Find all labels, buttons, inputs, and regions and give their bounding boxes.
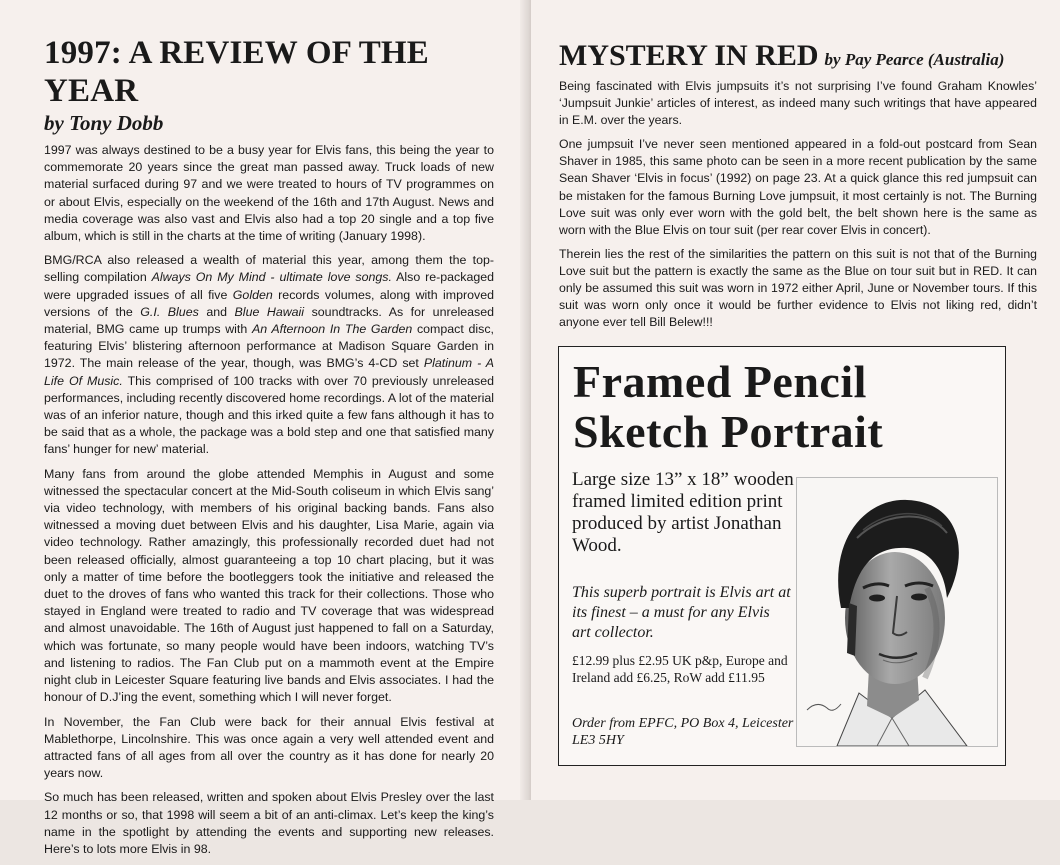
article-paragraph-bmg: [44, 252, 494, 458]
advert-title-line: Framed Pencil: [573, 356, 867, 407]
portrait-sketch-image: [797, 478, 997, 746]
article-paragraph: Being fascinated with Elvis jumpsuits it’s not surprising I’ve found Graham Knowles’ ‘Jumpsuit Junkie’ articles of interest, as indeed many such writings that have appeared in E.M. over the years.: [559, 79, 1037, 128]
article-title: MYSTERY IN RED: [559, 39, 819, 72]
italic-title: An Afternoon In The Garden: [251, 322, 413, 337]
advert-order-address: Order from EPFC, PO Box 4, Leicester LE3 5HY: [572, 716, 794, 748]
article-byline: by Tony Dobb: [44, 111, 164, 135]
advert-price: £12.99 plus £2.95 UK p&p, Europe and Ireland add £6.25, RoW add £11.95: [572, 653, 788, 685]
left-page: [0, 0, 528, 856]
text-run: soundtracks. As for unreleased material, BMG came up trumps with: [44, 304, 494, 337]
right-page: [531, 0, 1060, 800]
text-run: compact disc, featuring Elvis’ blistering afternoon performance at Madison Square Garden in 1972. The main release of the year, though, was BMG’s 4-CD set: [44, 322, 494, 371]
article-byline: by Pay Pearce (Australia): [824, 50, 1005, 69]
right-article: [559, 38, 1037, 338]
article-paragraph: In November, the Fan Club were back for their annual Elvis festival at Mablethorpe, Lincolnshire. This was once again a very well attended event and attracted fans of all ages from all over the country as it has done for nearly 20 years now.: [44, 714, 494, 781]
article-paragraph: Therein lies the rest of the similarities the pattern on this suit is not that of the Burning Love suit but the pattern is exactly the same as the Blue on tour suit but in RED. It can only be assumed this suit was worn in 1972 either April, June or November tours. If this suit was worn only once it would be further evidence to Elvis not liking red, didn’t anyone ever tell Bill Belew!!!: [559, 246, 1037, 330]
italic-title: Golden: [232, 287, 273, 302]
text-run: Also re-packaged were upgraded issues of all five: [44, 270, 495, 302]
text-run: BMG/RCA also released a wealth of material this year, among them the top-selling compilation: [44, 253, 494, 285]
italic-title: Platinum - A Life Of Music.: [44, 356, 495, 388]
article-title: 1997: A REVIEW OF THE YEAR: [44, 35, 430, 109]
italic-title: Always On My Mind - ultimate love songs.: [151, 270, 392, 285]
article-paragraph: So much has been released, written and spoken about Elvis Presley over the last 12 months or so, that 1998 will seem a bit of an anti-climax. Let’s keep the king’s name in the spotlight by attending the events and supporting new releases. Here’s to lots more Elvis in 98.: [44, 790, 494, 856]
article-heading: [559, 38, 1037, 78]
advert-description: Large size 13” x 18” wooden framed limited edition print produced by artist Jonathan Wood.: [572, 469, 794, 556]
article-paragraph: 1997 was always destined to be a busy year for Elvis fans, this being the year to commemorate 20 years since the great man passed away. Truck loads of new material surfaced during 97 and we were treated to hours of TV programmes on or about Elvis, especially on the weekend of the 16th and 17th August. News and media coverage was also vast and Elvis also had a top 20 single and a top five album, which is still in the charts at the time of writing (January 1998).: [44, 143, 494, 244]
italic-title: Blue Hawaii: [234, 304, 305, 319]
text-run: records volumes, along with improved versions of the: [44, 287, 495, 319]
elvis-sketch-portrait: [796, 477, 998, 747]
advert-tagline: This superb portrait is Elvis art at its finest – a must for any Elvis art collector.: [572, 584, 791, 641]
advert-title: [573, 357, 993, 457]
article-paragraph: One jumpsuit I’ve never seen mentioned appeared in a fold-out postcard from Sean Shaver in 1985, this same photo can be seen in a more recent publication by the same Sean Shaver ‘Elvis in focus’ (1992) on page 23. At a quick glance this red jumpsuit can be mistaken for the famous Burning Love jumpsuit, it most certainly is not. The Burning Love suit was only ever worn with the gold belt, the belt shown here is the same as worn with the Blue Elvis on tour suit (per rear cover Elvis in concert).: [559, 137, 1037, 237]
advert-title-line: Sketch Portrait: [573, 406, 884, 457]
text-run: and: [198, 304, 235, 319]
portrait-advert: [558, 346, 1006, 766]
italic-title: G.I. Blues: [140, 304, 199, 319]
left-article: [44, 34, 494, 865]
text-run: This comprised of 100 tracks with over 70 previously unreleased performances, including recently discovered home recordings. A lot of the material was of an inferior nature, though and this irked quite a few fans although it has to be said that as a whole, the package was a bold step and one that satisfied many fans’ hunger for new’ material.: [44, 373, 494, 457]
article-paragraph: Many fans from around the globe attended Memphis in August and some witnessed the spectacular concert at the Mid-South coliseum in which Elvis sang’ via video technology, with members of his original backing bands. Fans also witnessed a moving duet between Elvis and his daughter, Lisa Marie, again via video technology. Rather amazingly, this professionally recorded duet had not been released officially, almost guaranteeing a top 10 chart placing, but it was only a matter of time before the bootleggers took the initiative and released the duet to the droves of fans who wanted this track for their collections. Those who stayed in England were treated to radio and TV coverage that was widespread and almost unavoidable. The 16th of August just happened to fall on a Saturday, which was fortunate, so many people would have been indoors, watching TV’s and listening to radios. The Fan Club put on a mammoth event at the Empire night club in Leicester Square featuring live bands and Elvis associates. I had the honour of D.J’ing the event, something which I will never forget.: [44, 466, 494, 705]
